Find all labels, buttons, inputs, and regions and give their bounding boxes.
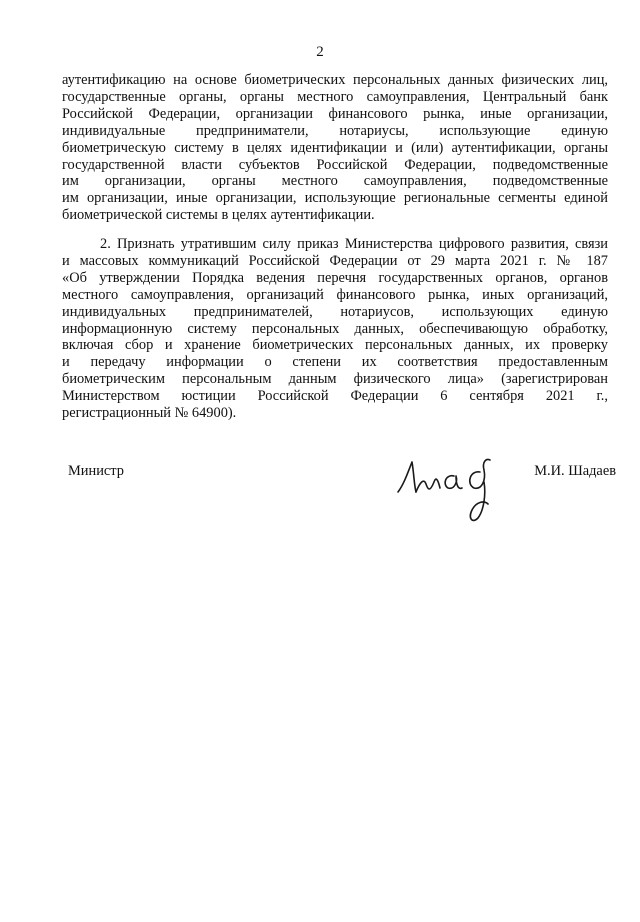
paragraph-1-line: им организации, органы местного самоуправления, подведомственные <box>62 173 608 190</box>
paragraph-1 <box>62 72 608 224</box>
signature-block <box>62 462 616 542</box>
paragraph-1-line: Российской Федерации, организации финансового рынка, иные организации, <box>62 105 608 122</box>
paragraph-2-line: «Об утверждении Порядка ведения перечня государственных органов, органов <box>62 269 608 286</box>
paragraph-1-line: аутентификацию на основе биометрических персональных данных физических лиц, <box>62 72 608 88</box>
paragraph-2-line: индивидуальных предпринимателей, нотариусов, использующих единую <box>62 303 608 320</box>
paragraph-1-line: государственной власти субъектов Российской Федерации, подведомственные <box>62 156 608 173</box>
paragraph-1-line: им организации, иные организации, использующие региональные сегменты единой <box>62 190 608 207</box>
page-number: 2 <box>316 44 324 60</box>
paragraph-2-line: информационную систему персональных данных, обеспечивающую обработку, <box>62 320 608 337</box>
signer-title: Министр <box>68 463 124 479</box>
paragraph-2-line: местного самоуправления, организаций финансового рынка, иных организаций, <box>62 286 608 303</box>
paragraph-1-line: биометрическую систему в целях идентификации и (или) аутентификации, органы <box>62 139 608 156</box>
paragraph-2 <box>62 236 608 422</box>
paragraph-1-line: индивидуальные предприниматели, нотариусы, использующие единую <box>62 122 608 139</box>
paragraph-2-line: биометрическим персональным данным физического лица» (зарегистрирован <box>62 371 608 388</box>
paragraph-2-line: 2. Признать утратившим силу приказ Министерства цифрового развития, связи <box>100 236 608 252</box>
paragraph-2-line: и массовых коммуникаций Российской Федерации от 29 марта 2021 г. № 187 <box>62 252 608 269</box>
paragraph-2-line: включая сбор и хранение биометрических персональных данных, их проверку <box>62 337 608 354</box>
paragraph-1-line: государственные органы, органы местного самоуправления, Центральный банк <box>62 88 608 105</box>
paragraph-2-line: регистрационный № 64900). <box>62 405 237 422</box>
handwritten-signature <box>392 454 512 534</box>
paragraph-1-line: биометрической системы в целях аутентификации. <box>62 207 375 224</box>
signer-name: М.И. Шадаев <box>534 463 616 479</box>
paragraph-2-line: и передачу информации о степени их соответствия предоставленным <box>62 354 608 371</box>
paragraph-2-line: Министерством юстиции Российской Федерации 6 сентября 2021 г., <box>62 388 608 405</box>
